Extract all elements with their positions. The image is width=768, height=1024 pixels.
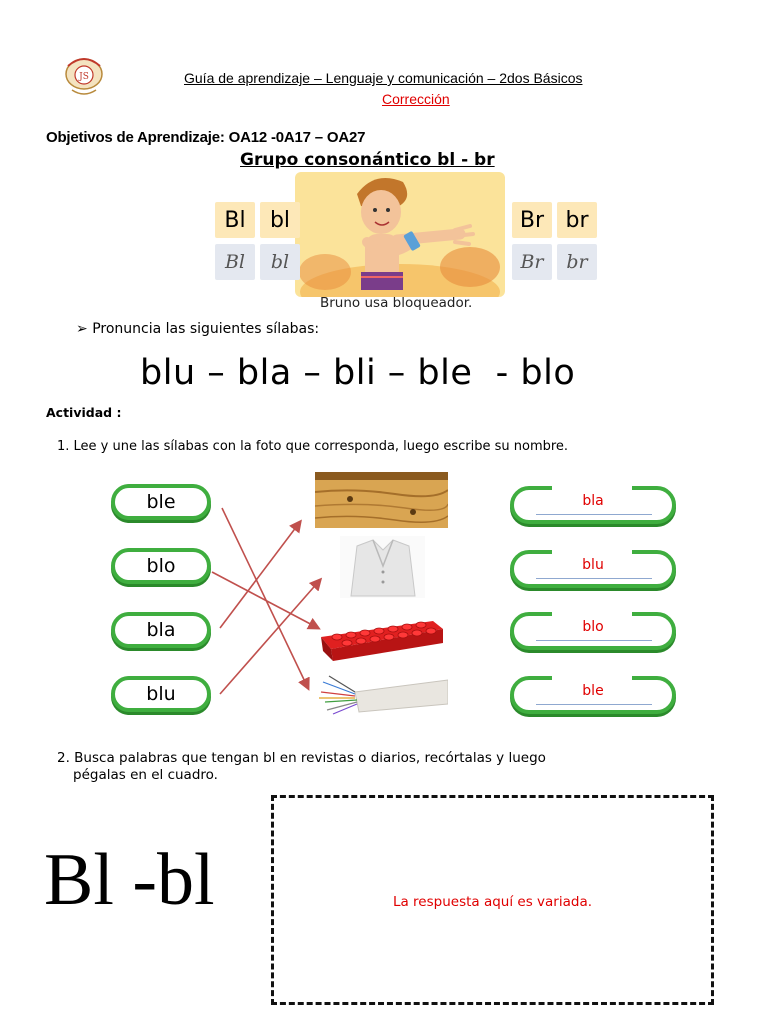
correction-label: Corrección (382, 91, 450, 107)
card-bl-print: bl (260, 202, 300, 238)
boy-sunscreen-illustration (295, 172, 505, 297)
big-bl-label: Bl -bl (44, 839, 215, 921)
activity-heading: Actividad : (46, 405, 122, 420)
answer-writing-line (536, 640, 652, 641)
school-crest-logo (54, 54, 114, 98)
cable-photo (315, 672, 448, 716)
answer-writing-line (536, 514, 652, 515)
answer-writing-line (536, 578, 652, 579)
arrow-blu-to-blouse (220, 580, 320, 694)
syllable-pill-ble[interactable]: ble (111, 484, 211, 520)
arrow-blo-to-lego (212, 572, 318, 628)
question-2-line-2: pégalas en el cuadro. (73, 767, 218, 783)
syllable-pill-blo[interactable]: blo (111, 548, 211, 584)
answer-text: ble (582, 683, 604, 699)
syllables-line: blu – bla – bli – ble - blo (140, 353, 576, 393)
answer-text: bla (582, 493, 604, 509)
illustration-panel (205, 172, 615, 310)
wood-plank-photo (315, 472, 448, 528)
card-Bl-print: Bl (215, 202, 255, 238)
topic-title: Grupo consonántico bl - br (240, 150, 495, 170)
blouse-photo (315, 536, 448, 598)
question-2-instruction (57, 750, 546, 784)
card-Br-print: Br (512, 202, 552, 238)
syllable-pill-blu[interactable]: blu (111, 676, 211, 712)
card-Br-cursive: Br (512, 244, 552, 280)
question-2-line-1: 2. Busca palabras que tengan bl en revistas o diarios, recórtalas y luego (57, 750, 546, 766)
card-br-print: br (557, 202, 597, 238)
answer-text: blu (582, 557, 604, 573)
syllable-pill-bla[interactable]: bla (111, 612, 211, 648)
illustration-caption: Bruno usa bloqueador. (320, 295, 473, 311)
arrow-bullet-icon: ➢ (76, 321, 88, 337)
answer-pill-4[interactable] (510, 676, 676, 714)
card-bl-cursive: bl (260, 244, 300, 280)
red-lego-block-photo (315, 603, 448, 663)
question-1-instruction: 1. Lee y une las sílabas con la foto que corresponda, luego escribe su nombre. (57, 439, 569, 454)
card-br-cursive: br (557, 244, 597, 280)
answer-dashed-box[interactable] (271, 795, 714, 1005)
answer-box-text: La respuesta aquí es variada. (392, 894, 593, 910)
answer-text: blo (582, 619, 604, 635)
worksheet-title: Guía de aprendizaje – Lenguaje y comunicación – 2dos Básicos (184, 70, 583, 86)
arrow-ble-to-cable (222, 508, 308, 688)
answer-pill-3[interactable] (510, 612, 676, 650)
pronounce-instruction (76, 321, 319, 337)
answer-pill-2[interactable] (510, 550, 676, 588)
answer-pill-1[interactable] (510, 486, 676, 524)
svg-text:JS: JS (79, 72, 89, 82)
arrow-bla-to-wood (220, 522, 300, 628)
pronounce-text: Pronuncia las siguientes sílabas: (92, 321, 320, 337)
card-Bl-cursive: Bl (215, 244, 255, 280)
answer-writing-line (536, 704, 652, 705)
learning-objectives: Objetivos de Aprendizaje: OA12 -0A17 – OA27 (46, 129, 366, 146)
